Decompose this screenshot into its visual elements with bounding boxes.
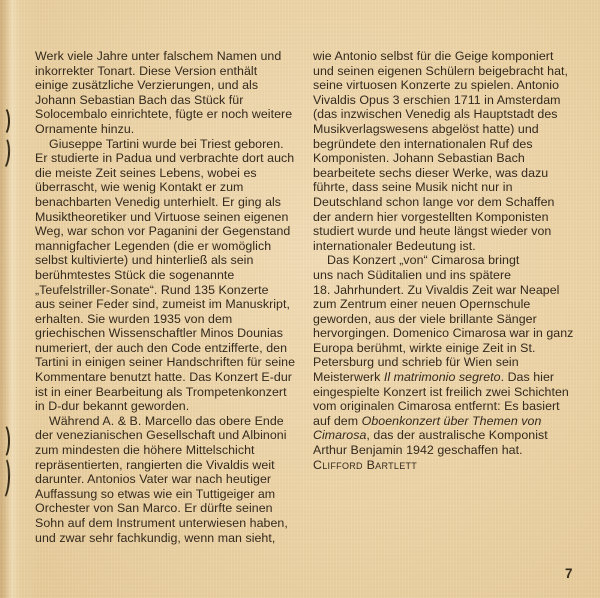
- text-run: Giuseppe Tartini wurde bei Triest geboren.: [49, 136, 284, 151]
- text-line: [35, 370, 301, 385]
- text-run: wie Antonio selbst für die Geige komponiert: [313, 49, 554, 63]
- text-line: [313, 341, 583, 356]
- staple-shadow-icon: [0, 106, 10, 136]
- text-line: [313, 253, 583, 268]
- text-run: Orchester von San Marco. Er dürfte seinen: [35, 501, 273, 516]
- text-line: [313, 107, 583, 122]
- text-run: „Teufelstriller-Sonate“. Rund 135 Konzerte: [35, 282, 269, 297]
- text-run: Komponisten. Johann Sebastian Bach: [313, 151, 525, 166]
- text-run: Während A. & B. Marcello das obere Ende: [49, 413, 284, 428]
- text-run: . Das hier: [500, 370, 555, 385]
- text-line: [313, 385, 583, 400]
- text-run: Cimarosa: [313, 428, 367, 443]
- text-line: [313, 122, 583, 137]
- text-line: [313, 137, 583, 152]
- text-run: und seinen eigenen Schülern beigebracht hat,: [313, 63, 569, 78]
- text-run: benachbarten Venedig unterhielt. Er ging als: [35, 194, 282, 209]
- text-line: [35, 283, 301, 298]
- text-line: [313, 399, 583, 414]
- text-line: [313, 151, 583, 166]
- text-run: die meiste Zeit seines Lebens, wobei es: [35, 165, 257, 180]
- text-line: [313, 428, 583, 443]
- text-line: [313, 414, 583, 429]
- text-run: begründete den internationalen Ruf des: [313, 136, 533, 151]
- text-run: griechischen Wissenschaftler Minos Dounias: [35, 326, 283, 341]
- text-line: [313, 239, 583, 254]
- text-line: [35, 224, 301, 239]
- text-run: ist in einer Bearbeitung als Trompetenkonzert: [35, 384, 287, 399]
- text-run: mannigfacher Legenden (die er womöglich: [35, 238, 272, 253]
- text-run: Auffassung so etwas wie ein Tuttigeiger am: [35, 486, 276, 501]
- text-run: Solocembalo einrichtete, fügte er noch weitere: [35, 107, 293, 122]
- text-line: [35, 487, 301, 502]
- text-line: [35, 180, 301, 195]
- text-line: [35, 399, 301, 414]
- text-line: [35, 107, 301, 122]
- text-run: repräsentierten, rangierten die Vivaldis weit: [35, 457, 275, 472]
- text-line: [313, 224, 583, 239]
- text-line: [35, 385, 301, 400]
- text-line: [35, 64, 301, 79]
- text-run: bearbeitete sechs dieser Werke, was dazu: [313, 165, 549, 180]
- text-line: [313, 180, 583, 195]
- text-line: [313, 283, 583, 298]
- text-run: selbst kultivierte) und hinterließ als sein: [35, 253, 254, 268]
- text-line: [35, 428, 301, 443]
- text-line: [313, 312, 583, 327]
- text-line: [35, 93, 301, 108]
- page-number: 7: [565, 566, 573, 581]
- text-run: Das Konzert „von“ Cimarosa bringt: [327, 253, 520, 268]
- text-line: [35, 297, 301, 312]
- text-run: zum mindesten die höhere Mittelschicht: [35, 443, 255, 458]
- text-line: [313, 78, 583, 93]
- text-run: führte, dass seine Musik nicht nur in: [313, 180, 513, 195]
- text-line: [35, 414, 301, 429]
- text-run: Meisterwerk: [313, 370, 384, 385]
- text-run: uns nach Süditalien und ins spätere: [313, 267, 512, 282]
- text-run: erhalten. Sie wurden 1935 von dem: [35, 311, 233, 326]
- staple-shadow-icon: [0, 136, 11, 171]
- text-line: [35, 516, 301, 531]
- text-line: [35, 166, 301, 181]
- text-line: [35, 137, 301, 152]
- text-run: überrascht, wie wenig Kontakt er zum: [35, 180, 244, 195]
- text-line: [313, 370, 583, 385]
- text-line: [35, 195, 301, 210]
- text-run: Arthur Benjamin 1942 geschaffen hat.: [313, 443, 523, 458]
- text-run: Musiktheoretiker und Virtuose seinen eigenen: [35, 209, 289, 224]
- text-line: [313, 326, 583, 341]
- text-run: (das inzwischen Venedig als Hauptstadt des: [313, 107, 558, 122]
- text-run: inkorrekter Tonart. Diese Version enthält: [35, 63, 258, 78]
- text-run: in D-dur bekannt geworden.: [35, 399, 190, 414]
- text-run: numeriert, der auch den Code entzifferte, den: [35, 340, 288, 355]
- text-run: eingespielte Konzert ist freilich zwei Schichten: [313, 384, 569, 399]
- text-column-left: [35, 49, 301, 545]
- text-line: [35, 472, 301, 487]
- text-run: einige zusätzliche Verzierungen, und als: [35, 78, 259, 93]
- text-run: Er studierte in Padua und verbrachte dort auch: [35, 151, 295, 166]
- text-line: [35, 49, 301, 64]
- text-run: Sohn auf dem Instrument unterwiesen haben,: [35, 516, 288, 530]
- text-run: Petersburg und schrieb für Wien sein: [313, 355, 519, 370]
- text-run: darunter. Antonios Vater war nach heutiger: [35, 472, 272, 487]
- text-line: [313, 49, 583, 64]
- text-run: seine virtuosen Konzerte zu spielen. Antonio: [313, 78, 560, 93]
- text-run: vom originalen Cimarosa entfernt: Es basiert: [313, 399, 560, 414]
- text-run: auf dem: [313, 413, 362, 428]
- text-run: Europa berühmt, wirkte einige Zeit in St.: [313, 340, 536, 355]
- text-run: internationaler Bedeutung ist.: [313, 238, 476, 253]
- text-line: [35, 312, 301, 327]
- text-column-right: [313, 49, 583, 472]
- text-run: Weg, war schon vor Paganini der Gegenstand: [35, 224, 291, 239]
- text-run: berühmtestes Stück die sogenannte: [35, 267, 235, 282]
- text-run: aus seiner Feder sind, zumeist im Manuskript,: [35, 297, 290, 312]
- text-line: [35, 268, 301, 283]
- text-run: zum Zentrum einer neuen Opernschule: [313, 297, 531, 312]
- text-run: Clifford Bartlett: [313, 457, 418, 472]
- text-line: [35, 443, 301, 458]
- text-line: [313, 195, 583, 210]
- text-line: [35, 501, 301, 516]
- text-line: [313, 166, 583, 181]
- text-line: [35, 458, 301, 473]
- text-run: Ornamente hinzu.: [35, 121, 135, 136]
- text-line: [35, 531, 301, 546]
- text-line: [35, 210, 301, 225]
- text-line: [35, 253, 301, 268]
- text-line: [313, 64, 583, 79]
- text-run: und zwar sehr fachkundig, wenn man sieht,: [35, 530, 276, 545]
- text-run: studiert wurde und heute längst wieder von: [313, 224, 552, 239]
- text-line: [313, 355, 583, 370]
- text-run: Oboenkonzert über Themen von: [361, 413, 542, 428]
- text-run: der andern hier vorgestellten Komponisten: [313, 209, 549, 224]
- text-line: [313, 443, 583, 458]
- text-run: 18. Jahrhundert. Zu Vivaldis Zeit war Neapel: [313, 282, 560, 297]
- text-run: Tartini in einigen seiner Handschriften für seine: [35, 355, 296, 370]
- text-run: Werk viele Jahre unter falschem Namen und: [35, 49, 282, 63]
- text-line: [313, 458, 583, 473]
- staple-shadow-icon: [0, 456, 11, 500]
- text-run: der venezianischen Gesellschaft und Albinoni: [35, 428, 287, 443]
- text-line: [313, 93, 583, 108]
- text-line: [35, 78, 301, 93]
- text-run: , das der australische Komponist: [366, 428, 548, 443]
- text-run: Deutschland schon lange vor dem Schaffen: [313, 194, 555, 209]
- text-line: [313, 210, 583, 225]
- text-run: Johann Sebastian Bach das Stück für: [35, 92, 244, 107]
- text-line: [35, 326, 301, 341]
- text-line: [35, 355, 301, 370]
- text-line: [313, 297, 583, 312]
- text-run: Il matrimonio segreto: [383, 370, 501, 385]
- text-line: [35, 341, 301, 356]
- staple-shadow-icon: [0, 423, 10, 459]
- text-run: geworden, aus der viele brillante Sänger: [313, 311, 537, 326]
- text-run: Kommentare benutzt hatte. Das Konzert E-dur: [35, 370, 292, 385]
- text-line: [35, 239, 301, 254]
- text-line: [313, 268, 583, 283]
- text-line: [35, 151, 301, 166]
- text-run: Musikverlagswesens abgelöst hatte) und: [313, 121, 539, 136]
- text-run: hervorgingen. Domenico Cimarosa war in ganz: [313, 326, 574, 341]
- text-run: Vivaldis Opus 3 erschien 1711 in Amsterdam: [313, 92, 561, 107]
- text-line: [35, 122, 301, 137]
